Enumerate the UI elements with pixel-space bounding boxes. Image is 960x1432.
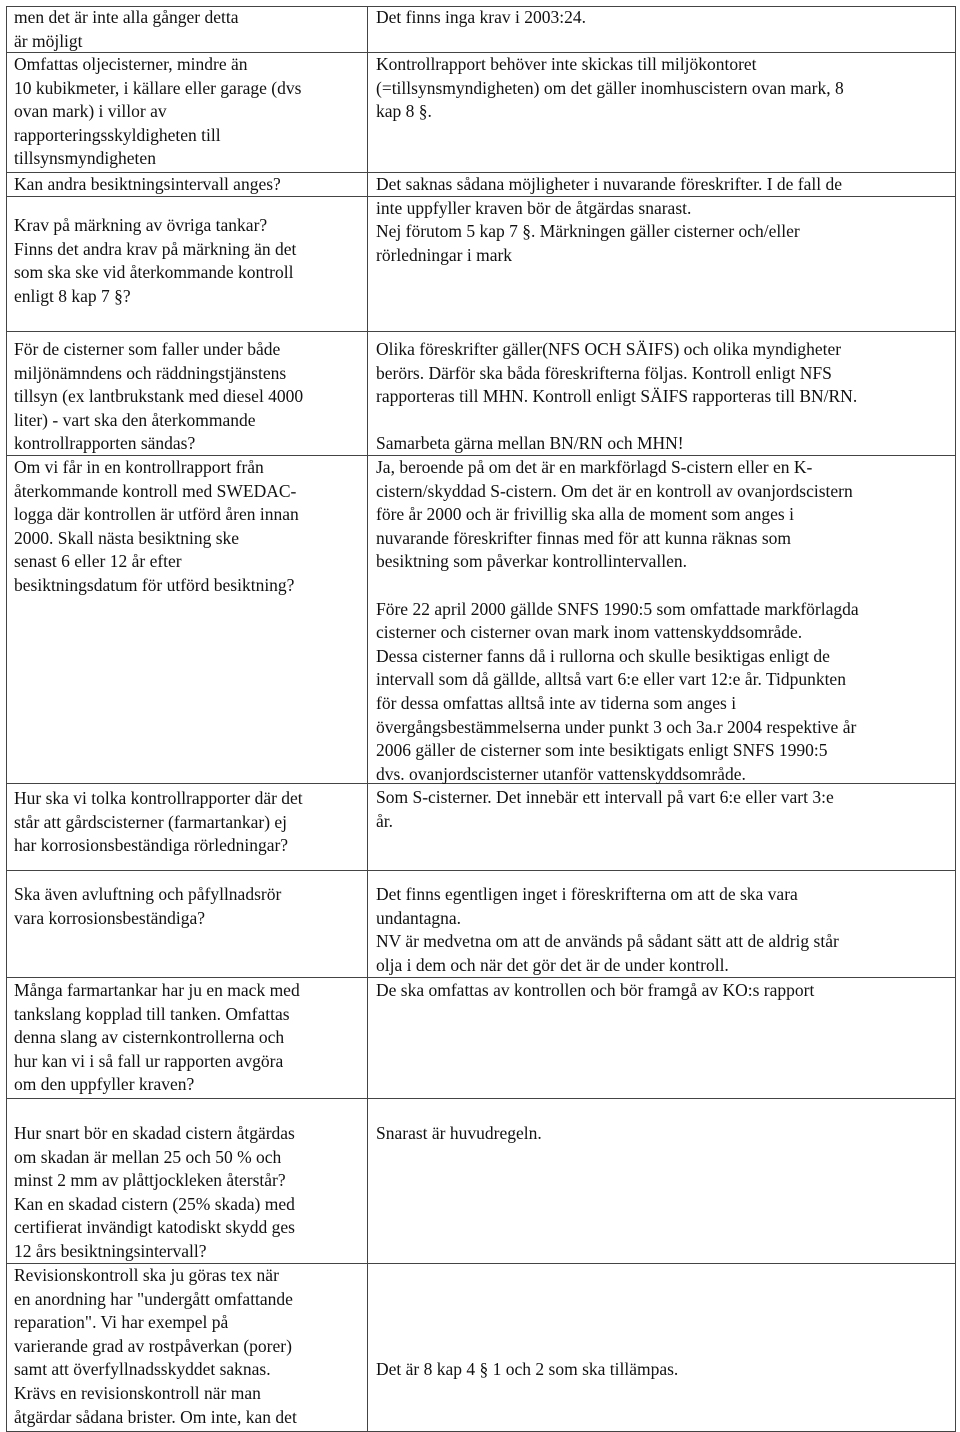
question-line: Finns det andra krav på märkning än det xyxy=(14,238,297,259)
question-line: är möjligt xyxy=(14,30,83,51)
answer-line: NV är medvetna om att de används på sådant sätt att de aldrig står xyxy=(376,931,839,952)
answer-line: Som S-cisterner. Det innebär ett intervall på vart 6:e eller vart 3:e xyxy=(376,787,834,808)
question-line: kontrollrapporten sändas? xyxy=(14,433,196,454)
question-line: samt att överfyllnadsskyddet saknas. xyxy=(14,1359,271,1380)
question-cell xyxy=(14,1122,360,1264)
question-line: liter) - vart ska den återkommande xyxy=(14,409,256,430)
answer-cell xyxy=(376,6,950,30)
question-cell xyxy=(14,214,360,308)
answer-line: (=tillsynsmyndigheten) om det gäller inomhuscistern ovan mark, 8 xyxy=(376,77,844,98)
question-line: Kan andra besiktningsintervall anges? xyxy=(14,174,281,194)
question-line: minst 2 mm av plåttjockleken återstår? xyxy=(14,1170,286,1191)
question-line: Många farmartankar har ju en mack med xyxy=(14,980,300,1000)
answer-line xyxy=(376,1335,950,1359)
question-line: vara korrosionsbeständiga? xyxy=(14,907,205,928)
answer-cell xyxy=(376,173,950,220)
answer-line: nuvarande föreskrifter finnas med för att kunna räknas som xyxy=(376,527,791,548)
answer-line: cistern/skyddad S-cistern. Om det är en kontroll av ovanjordscistern xyxy=(376,480,853,501)
answer-cell xyxy=(376,220,950,267)
answer-line: kap 8 §. xyxy=(376,101,432,122)
answer-line: för dessa omfattas alltså inte av tiderna som anges i xyxy=(376,692,737,713)
answer-cell xyxy=(376,338,950,456)
question-line: tillsynsmyndigheten xyxy=(14,148,156,169)
question-line: hur kan vi i så fall ur rapporten avgöra xyxy=(14,1050,284,1071)
question-line: logga där kontrollen är utförd åren innan xyxy=(14,504,299,525)
question-cell xyxy=(14,53,360,171)
table-border-right xyxy=(955,6,956,1432)
column-divider xyxy=(367,6,368,1432)
answer-line xyxy=(376,574,950,598)
question-line: om skadan är mellan 25 och 50 % och xyxy=(14,1146,282,1167)
question-line: certifierat invändigt katodiskt skydd ges xyxy=(14,1217,295,1238)
question-line: Ska även avluftning och påfyllnadsrör xyxy=(14,884,282,904)
question-line: senast 6 eller 12 år efter xyxy=(14,551,182,572)
answer-line: Det finns inga krav i 2003:24. xyxy=(376,7,586,27)
question-line: För de cisterner som faller under både xyxy=(14,339,281,359)
question-line: tillsyn (ex lantbrukstank med diesel 4000 xyxy=(14,386,304,407)
question-line: miljönämndens och räddningstjänstens xyxy=(14,362,287,383)
question-line: varierande grad av rostpåverkan (porer) xyxy=(14,1335,292,1356)
question-line: Omfattas oljecisterner, mindre än xyxy=(14,54,248,74)
answer-line xyxy=(376,1288,950,1312)
question-cell xyxy=(14,173,360,197)
question-line: en anordning har "undergått omfattande xyxy=(14,1288,293,1309)
question-line: har korrosionsbeständiga rörledningar? xyxy=(14,835,289,856)
question-cell xyxy=(14,787,360,858)
question-line: reparation". Vi har exempel på xyxy=(14,1312,229,1333)
question-cell xyxy=(14,456,360,598)
question-line: tankslang kopplad till tanken. Omfattas xyxy=(14,1003,290,1024)
answer-line: Kontrollrapport behöver inte skickas till miljökontoret xyxy=(376,54,757,74)
answer-line: Olika föreskrifter gäller(NFS OCH SÄIFS) och olika myndigheter xyxy=(376,339,842,359)
answer-line: 2006 gäller de cisterner som inte besiktigats enligt SNFS 1990:5 xyxy=(376,740,828,761)
question-line: om den uppfyller kraven? xyxy=(14,1074,195,1095)
question-cell xyxy=(14,883,360,930)
answer-cell xyxy=(376,53,950,124)
question-line: Hur ska vi tolka kontrollrapporter där det xyxy=(14,788,303,808)
question-cell xyxy=(14,6,360,53)
answer-line: inte uppfyller kraven bör de åtgärdas snarast. xyxy=(376,197,692,218)
question-line: återkommande kontroll med SWEDAC- xyxy=(14,480,297,501)
row-divider xyxy=(6,870,956,871)
answer-line: övergångsbestämmelserna under punkt 3 och 3a.r 2004 respektive år xyxy=(376,716,857,737)
answer-line: Dessa cisterner fanns då i rullorna och skulle besiktigas enligt de xyxy=(376,645,830,666)
answer-line: olja i dem och när det gör det är de under kontroll. xyxy=(376,954,729,975)
question-line: ovan mark) i villor av xyxy=(14,101,167,122)
question-line: Om vi får in en kontrollrapport från xyxy=(14,457,264,477)
answer-line xyxy=(376,1264,950,1288)
answer-line: dvs. ovanjordscisterner utanför vattenskyddsområde. xyxy=(376,763,746,784)
question-line: som ska ske vid återkommande kontroll xyxy=(14,262,294,283)
question-cell xyxy=(14,338,360,456)
row-divider xyxy=(6,1098,956,1099)
answer-line: Det är 8 kap 4 § 1 och 2 som ska tillämpas. xyxy=(376,1359,679,1380)
question-line: 10 kubikmeter, i källare eller garage (dvs xyxy=(14,77,302,98)
answer-line: besiktning som påverkar kontrollintervallen. xyxy=(376,551,688,572)
question-line: 2000. Skall nästa besiktning ske xyxy=(14,527,240,548)
question-line: Revisionskontroll ska ju göras tex när xyxy=(14,1265,279,1285)
question-line: 12 års besiktningsintervall? xyxy=(14,1240,207,1261)
answer-line: Före 22 april 2000 gällde SNFS 1990:5 som omfattade markförlagda xyxy=(376,598,859,619)
answer-line: Snarast är huvudregeln. xyxy=(376,1123,542,1143)
answer-line: år. xyxy=(376,810,394,831)
answer-line: De ska omfattas av kontrollen och bör framgå av KO:s rapport xyxy=(376,980,815,1000)
answer-line xyxy=(376,1311,950,1335)
table-border-left xyxy=(6,6,7,1432)
answer-line: cisterner och cisterner ovan mark inom vattenskyddsområde. xyxy=(376,622,803,643)
answer-line xyxy=(376,409,950,433)
answer-cell xyxy=(376,456,950,834)
answer-line: undantagna. xyxy=(376,907,462,928)
answer-line: Det finns egentligen inget i föreskrifterna om att de ska vara xyxy=(376,884,798,904)
question-line: enligt 8 kap 7 §? xyxy=(14,285,131,306)
answer-line: Ja, beroende på om det är en markförlagd S-cistern eller en K- xyxy=(376,457,813,477)
answer-line: Samarbeta gärna mellan BN/RN och MHN! xyxy=(376,433,684,454)
question-cell xyxy=(14,979,360,1097)
answer-line: berörs. Därför ska båda föreskrifterna följas. Kontroll enligt NFS xyxy=(376,362,832,383)
answer-line: Det saknas sådana möjligheter i nuvarande föreskrifter. I de fall de xyxy=(376,174,842,194)
answer-line: rapporteras till MHN. Kontroll enligt SÄIFS rapporteras till BN/RN. xyxy=(376,386,858,407)
question-line: står att gårdscisterner (farmartankar) ej xyxy=(14,811,288,832)
answer-line: intervall som då gällde, alltså vart 6:e eller vart 12:e år. Tidpunkten xyxy=(376,669,846,690)
question-line: besiktningsdatum för utförd besiktning? xyxy=(14,574,295,595)
question-line: åtgärdar sådana brister. Om inte, kan det xyxy=(14,1406,297,1427)
answer-line: Nej förutom 5 kap 7 §. Märkningen gäller cisterner och/eller xyxy=(376,221,800,241)
answer-cell xyxy=(376,1264,950,1382)
question-line: Hur snart bör en skadad cistern åtgärdas xyxy=(14,1123,295,1143)
question-line: Kan en skadad cistern (25% skada) med xyxy=(14,1193,295,1214)
question-line: Krävs en revisionskontroll när man xyxy=(14,1382,261,1403)
question-line: men det är inte alla gånger detta xyxy=(14,7,239,27)
question-line: Krav på märkning av övriga tankar? xyxy=(14,215,268,235)
question-cell xyxy=(14,1264,360,1429)
answer-cell xyxy=(376,883,950,977)
answer-line: rörledningar i mark xyxy=(376,244,513,265)
answer-cell xyxy=(376,1122,950,1146)
question-line: denna slang av cisternkontrollerna och xyxy=(14,1027,285,1048)
row-divider xyxy=(6,331,956,332)
question-line: rapporteringsskyldigheten till xyxy=(14,124,221,145)
answer-cell xyxy=(376,979,950,1003)
answer-line: före år 2000 och är frivillig ska alla de moment som anges i xyxy=(376,504,794,525)
